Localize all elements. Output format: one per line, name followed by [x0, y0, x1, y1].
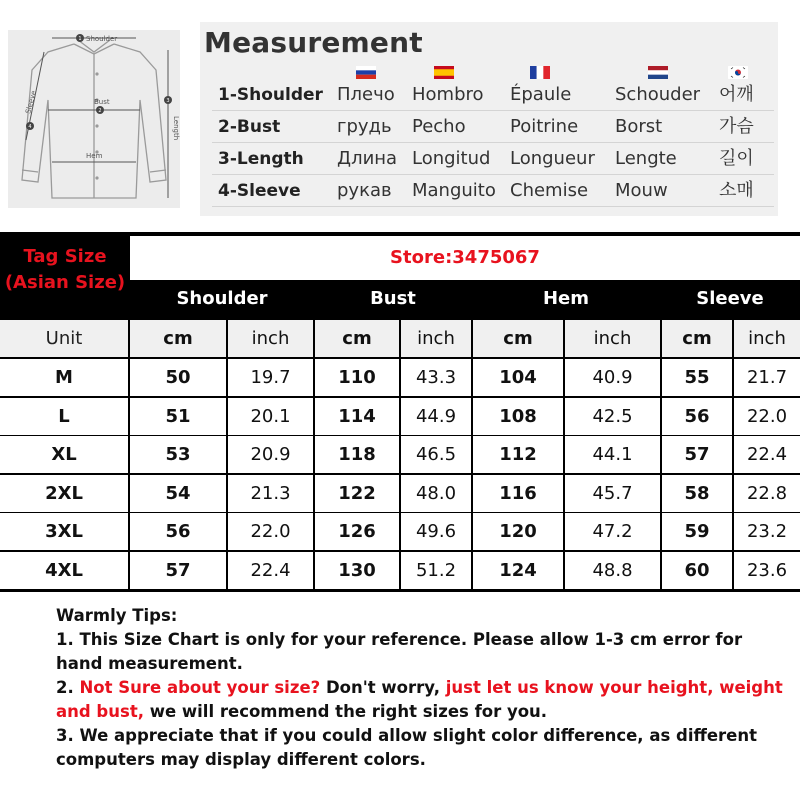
shirt-diagram	[8, 30, 180, 208]
size-value: 120	[473, 513, 563, 550]
size-value: 122	[315, 475, 399, 512]
size-value: 108	[473, 398, 563, 435]
measurement-row-bust	[212, 112, 774, 143]
diagram-label-shoulder: Shoulder	[86, 35, 118, 43]
spanish-term: Manguito	[412, 180, 496, 201]
tip-2-recommend: we will recommend the right sizes for you.	[143, 702, 548, 721]
measurement-key: 3-Length	[218, 149, 304, 169]
spanish-term: Hombro	[412, 84, 484, 105]
table-row	[0, 552, 800, 589]
diagram-label-hem: Hem	[86, 152, 103, 160]
size-value: 57	[662, 436, 732, 473]
size-label: XL	[0, 436, 128, 473]
size-value: 22.0	[228, 513, 313, 550]
size-value: 21.3	[228, 475, 313, 512]
size-value: 48.8	[565, 552, 660, 589]
tag-size-header	[0, 244, 130, 306]
size-value: 104	[473, 359, 563, 396]
size-value: 50	[130, 359, 226, 396]
tip-2-reassure: Don't worry,	[320, 678, 446, 697]
marker-2: 2	[98, 108, 102, 114]
unit-cell: cm	[315, 320, 399, 357]
size-value: 58	[662, 475, 732, 512]
korean-term: 소매	[719, 180, 754, 201]
measurement-key: 1-Shoulder	[218, 85, 323, 105]
table-row	[0, 513, 800, 550]
measurement-row-length	[212, 144, 774, 175]
size-value: 55	[662, 359, 732, 396]
size-value: 42.5	[565, 398, 660, 435]
table-row	[0, 475, 800, 512]
size-value: 23.6	[734, 552, 800, 589]
size-value: 44.9	[401, 398, 471, 435]
size-value: 112	[473, 436, 563, 473]
size-value: 20.1	[228, 398, 313, 435]
unit-cell: cm	[130, 320, 226, 357]
size-value: 53	[130, 436, 226, 473]
unit-row	[0, 320, 800, 357]
russia-flag-icon	[356, 66, 376, 79]
spanish-term: Pecho	[412, 116, 466, 137]
tips-heading: Warmly Tips:	[56, 606, 178, 625]
unit-cell: inch	[565, 320, 660, 357]
measurement-title: Measurement	[204, 26, 423, 59]
spain-flag-icon	[434, 66, 454, 79]
russian-term: Длина	[337, 148, 398, 169]
size-value: 114	[315, 398, 399, 435]
unit-cell: cm	[473, 320, 563, 357]
dutch-term: Borst	[615, 116, 663, 137]
group-header-hem: Hem	[542, 288, 590, 309]
french-term: Poitrine	[510, 116, 579, 137]
measurement-row-shoulder	[212, 80, 774, 111]
size-value: 126	[315, 513, 399, 550]
diagram-label-sleeve: Sleeve	[24, 89, 39, 115]
measurement-row-sleeve	[212, 176, 774, 207]
measurement-section	[0, 0, 800, 232]
size-value: 44.1	[565, 436, 660, 473]
size-value: 20.9	[228, 436, 313, 473]
asian-size-label: (Asian Size)	[4, 272, 126, 293]
tag-size-label: Tag Size	[23, 246, 107, 267]
tip-3: 3. We appreciate that if you could allow slight color difference, as different computers may display different colors.	[56, 726, 758, 769]
size-value: 21.7	[734, 359, 800, 396]
dutch-term: Lengte	[615, 148, 677, 169]
size-value: 56	[662, 398, 732, 435]
diagram-label-length: Length	[172, 116, 180, 141]
store-id: Store:3475067	[130, 236, 800, 280]
size-value: 40.9	[565, 359, 660, 396]
table-row	[0, 398, 800, 435]
size-value: 47.2	[565, 513, 660, 550]
dutch-term: Schouder	[615, 84, 701, 105]
size-value: 45.7	[565, 475, 660, 512]
measurement-key: 2-Bust	[218, 117, 281, 137]
diagram-label-bust: Bust	[94, 98, 110, 106]
size-value: 46.5	[401, 436, 471, 473]
size-value: 23.2	[734, 513, 800, 550]
korean-term: 길이	[719, 148, 754, 169]
size-value: 49.6	[401, 513, 471, 550]
shirt-outline-icon	[8, 30, 180, 208]
size-value: 51.2	[401, 552, 471, 589]
size-value: 22.8	[734, 475, 800, 512]
size-value: 22.4	[228, 552, 313, 589]
korea-flag-icon	[728, 66, 748, 79]
size-value: 60	[662, 552, 732, 589]
russian-term: грудь	[337, 116, 392, 137]
marker-3: 3	[166, 98, 170, 104]
table-row	[0, 436, 800, 473]
tip-2-number: 2.	[56, 678, 80, 697]
korean-term: 어깨	[719, 84, 754, 105]
unit-label: Unit	[0, 320, 128, 357]
unit-cell: inch	[401, 320, 471, 357]
dutch-term: Mouw	[615, 180, 668, 201]
size-value: 22.4	[734, 436, 800, 473]
size-value: 54	[130, 475, 226, 512]
marker-1: 1	[78, 36, 82, 42]
unit-cell: inch	[734, 320, 800, 357]
tip-2-request: just let us know your height, weight and bust,	[56, 678, 783, 721]
unit-cell: inch	[228, 320, 313, 357]
russian-term: рукав	[337, 180, 392, 201]
size-value: 43.3	[401, 359, 471, 396]
size-value: 51	[130, 398, 226, 435]
russian-term: Плечо	[337, 84, 395, 105]
warmly-tips	[56, 604, 786, 772]
size-label: 2XL	[0, 475, 128, 512]
french-term: Longueur	[510, 148, 595, 169]
size-value: 124	[473, 552, 563, 589]
size-label: M	[0, 359, 128, 396]
size-value: 118	[315, 436, 399, 473]
size-value: 57	[130, 552, 226, 589]
marker-4: 4	[28, 124, 32, 130]
unit-cell: cm	[662, 320, 732, 357]
size-value: 59	[662, 513, 732, 550]
table-row	[0, 359, 800, 396]
size-label: 3XL	[0, 513, 128, 550]
size-label: 4XL	[0, 552, 128, 589]
size-chart-table	[0, 232, 800, 592]
size-value: 56	[130, 513, 226, 550]
size-value: 48.0	[401, 475, 471, 512]
french-term: Épaule	[510, 84, 572, 105]
spanish-term: Longitud	[412, 148, 491, 169]
measurement-key: 4-Sleeve	[218, 181, 301, 201]
tip-2	[56, 676, 786, 724]
group-header-sleeve: Sleeve	[696, 288, 764, 309]
france-flag-icon	[530, 66, 550, 79]
korean-term: 가슴	[719, 116, 754, 137]
size-value: 22.0	[734, 398, 800, 435]
group-header-bust: Bust	[370, 288, 416, 309]
size-label: L	[0, 398, 128, 435]
size-value: 110	[315, 359, 399, 396]
french-term: Chemise	[510, 180, 589, 201]
size-value: 130	[315, 552, 399, 589]
tip-2-question: Not Sure about your size?	[79, 678, 321, 697]
group-header-shoulder: Shoulder	[176, 288, 268, 309]
netherlands-flag-icon	[648, 66, 668, 79]
size-value: 19.7	[228, 359, 313, 396]
size-value: 116	[473, 475, 563, 512]
measurement-legend	[200, 22, 778, 216]
tip-1: 1. This Size Chart is only for your reference. Please allow 1-3 cm error for hand measurement.	[56, 630, 743, 673]
